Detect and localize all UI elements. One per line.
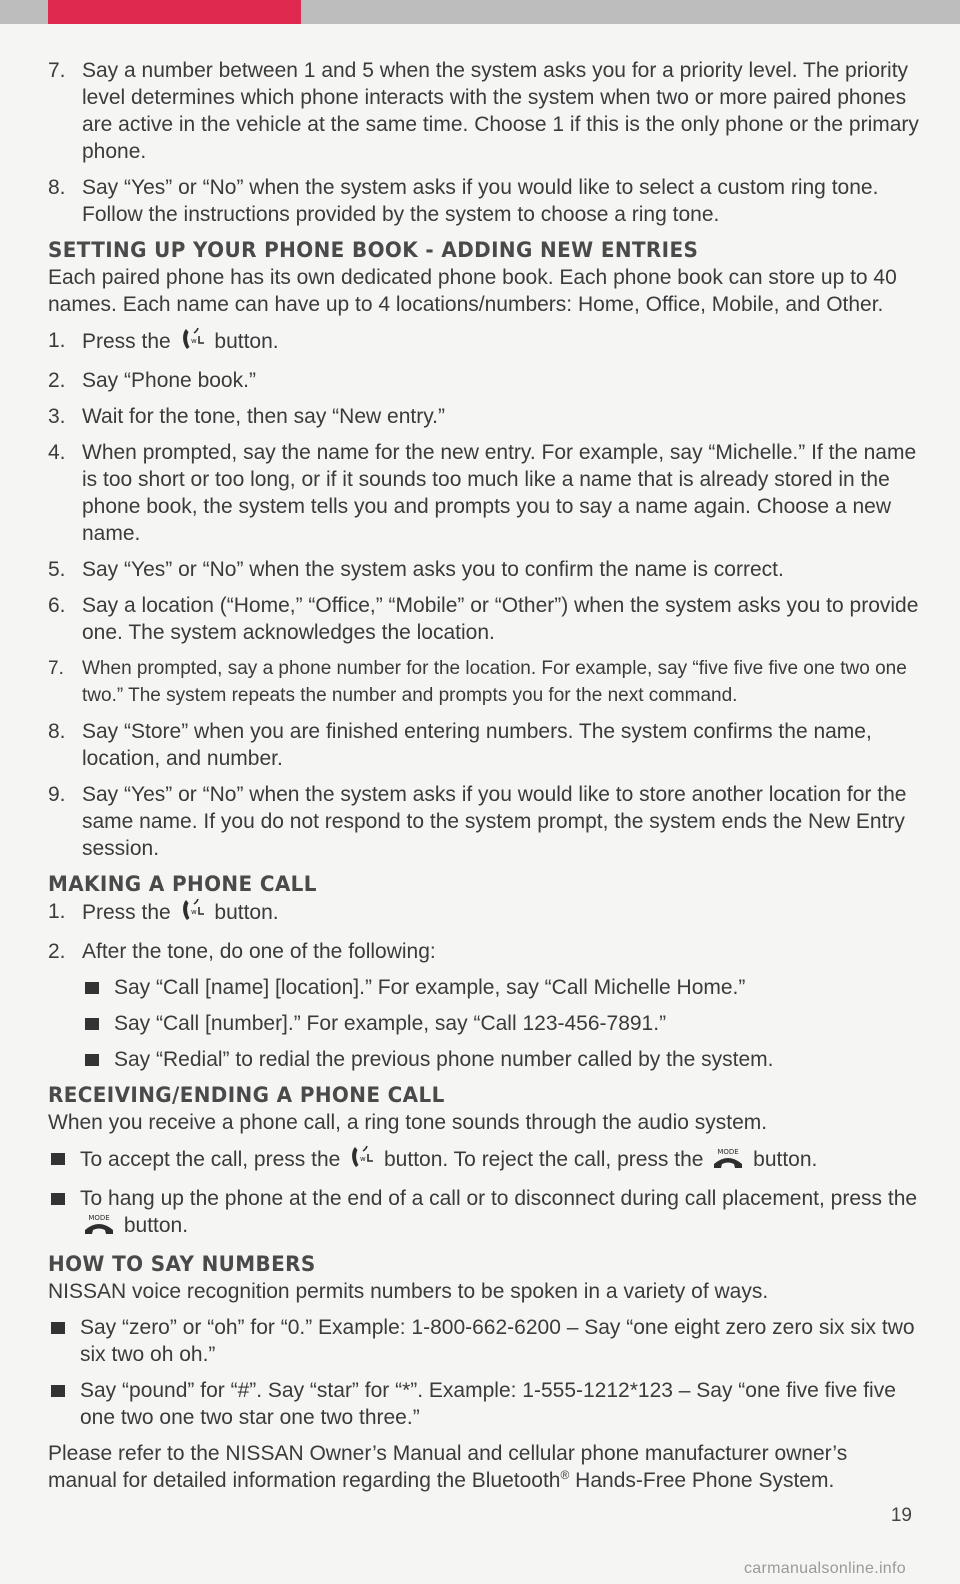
svg-text:w: w [190,337,197,345]
phonebook-step-4: 4. When prompted, say the name for the new entry. For example, say “Michelle.” If the name is too short or too long, or if it sounds too much like a name that is already stored in the phone book, the system tells you and prompts you to say a name again. Choose a new name. [48,441,917,545]
phonebook-step-8: 8. Say “Store” when you are finished entering numbers. The system confirms the name, location, and number. [48,720,872,770]
bullet-square-icon [85,1054,99,1066]
page-content [48,57,920,1503]
bullet-square-icon [85,982,99,994]
receiving-bullet-accept: To accept the call, press the w button. To reject the call, press the MODE button. [48,1145,920,1176]
phone-talk-icon [180,327,206,358]
phonebook-step-2: 2. Say “Phone book.” [48,369,256,392]
top-accent-tab [48,0,301,24]
svg-text:MODE: MODE [88,1214,110,1222]
phonebook-step-6: 6. Say a location (“Home,” “Office,” “Mobile” or “Other”) when the system asks you to provide one. The system acknowledges the location. [48,594,919,644]
watermark: carmanualsonline.info [744,1560,906,1577]
step-8-ring-tone: 8. Say “Yes” or “No” when the system asks if you would like to select a custom ring tone. Follow the instructions provided by the system to choose a ring tone. [48,176,879,226]
phonebook-step-1: 1. Press the w button. [48,327,920,358]
making-step-2: 2. After the tone, do one of the following: [48,940,436,963]
numbers-intro: NISSAN voice recognition permits numbers to be spoken in a variety of ways. [48,1280,769,1303]
heading-making-call: MAKING A PHONE CALL [48,872,317,896]
step-7-priority: 7. Say a number between 1 and 5 when the system asks you for a priority level. The priority level determines which phone interacts with the system when two or more paired phones are active in the vehicle at the same time. Choose 1 if this is the only phone or the primary phone. [48,59,919,163]
making-bullet-call-number: Say “Call [number].” For example, say “Call 123-456-7891.” [82,1010,920,1037]
phone-talk-icon [180,898,206,929]
phone-talk-icon [349,1145,375,1176]
phone-book-intro: Each paired phone has its own dedicated phone book. Each phone book can store up to 40 names. Each name can have up to 4 locations/numbers: Home, Office, Mobile, and Other. [48,266,897,316]
bullet-square-icon [51,1153,65,1165]
top-color-bar [0,0,960,24]
phonebook-step-9: 9. Say “Yes” or “No” when the system asks if you would like to store another location for the same name. If you do not respond to the system prompt, the system ends the New Entry session. [48,783,907,860]
bullet-square-icon [51,1322,65,1334]
page-number: 19 [890,1505,912,1526]
mode-phone-icon [712,1147,744,1176]
phonebook-step-5: 5. Say “Yes” or “No” when the system asks you to confirm the name is correct. [48,558,784,581]
making-bullet-call-name: Say “Call [name] [location].” For example, say “Call Michelle Home.” [82,974,920,1001]
heading-receiving-call: RECEIVING/ENDING A PHONE CALL [48,1083,445,1107]
closing-paragraph: Please refer to the NISSAN Owner’s Manual and cellular phone manufacturer owner’s manual for detailed information regarding the Bluetooth® Hands-Free Phone System. [48,1442,848,1492]
heading-phone-book: SETTING UP YOUR PHONE BOOK - ADDING NEW ENTRIES [48,238,699,262]
svg-text:w: w [360,1155,366,1163]
bullet-square-icon [51,1193,65,1205]
svg-text:w: w [190,908,197,916]
heading-say-numbers: HOW TO SAY NUMBERS [48,1252,316,1276]
making-step-1: 1. Press the w button. [48,898,920,929]
numbers-bullet-pound-star: Say “pound” for “#”. Say “star” for “*”. Example: 1-555-1212*123 – Say “one five five five one two one two star one two three.” [48,1377,920,1431]
phonebook-step-3: 3. Wait for the tone, then say “New entry.” [48,405,445,428]
making-bullet-redial: Say “Redial” to redial the previous phone number called by the system. [82,1046,920,1073]
bullet-square-icon [85,1018,99,1030]
receiving-bullet-hang-up: To hang up the phone at the end of a call or to disconnect during call placement, press the MODE button. [48,1185,920,1242]
svg-text:MODE: MODE [717,1148,739,1156]
phonebook-step-7: 7. When prompted, say a phone number for the location. For example, say “five five five one two one two.” The system repeats the number and prompts you for the next command. [48,658,907,706]
numbers-bullet-zero: Say “zero” or “oh” for “0.” Example: 1-800-662-6200 – Say “one eight zero zero six six two six two oh oh.” [48,1314,920,1368]
bullet-square-icon [51,1385,65,1397]
receiving-intro: When you receive a phone call, a ring tone sounds through the audio system. [48,1111,768,1134]
mode-phone-icon [83,1213,115,1242]
